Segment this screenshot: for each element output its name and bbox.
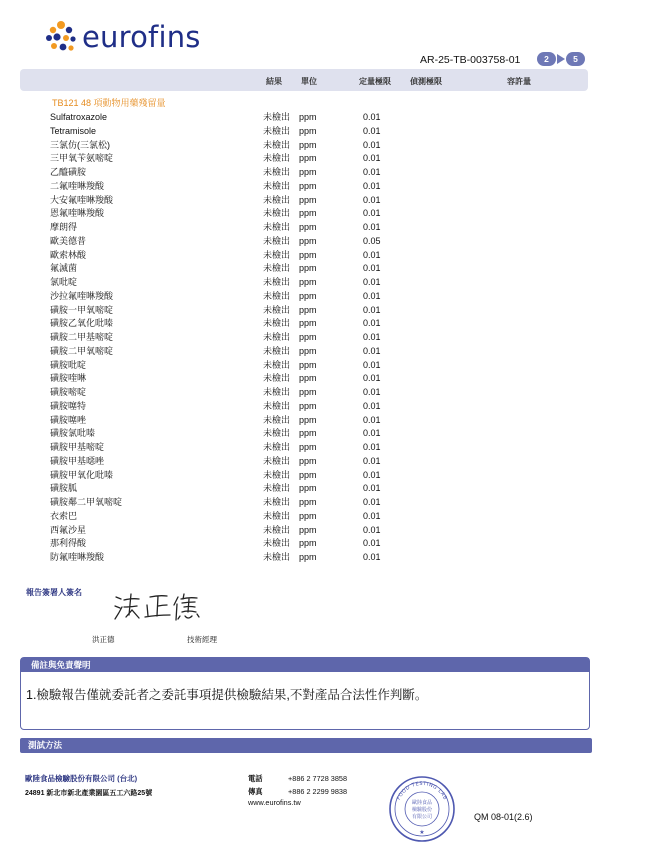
loq-value: 0.01 [363, 290, 381, 301]
analyte-name: 磺胺甲氧化吡嗪 [50, 469, 114, 480]
loq-value: 0.01 [363, 387, 381, 397]
loq-value: 0.01 [363, 483, 381, 494]
result-value: 未檢出 [263, 497, 291, 507]
unit-value: ppm [299, 304, 317, 315]
result-value: 未檢出 [263, 469, 291, 480]
disclaimer-box [20, 657, 590, 730]
result-value: 未檢出 [263, 400, 291, 411]
unit-value: ppm [299, 552, 317, 562]
result-value: 未檢出 [263, 442, 291, 452]
unit-value: ppm [299, 510, 317, 521]
analyte-name: 磺胺噻唑 [50, 414, 87, 425]
result-value: 未檢出 [263, 387, 291, 397]
result-value: 未檢出 [263, 153, 291, 164]
unit-value: ppm [299, 167, 317, 177]
unit-value: ppm [299, 483, 317, 494]
loq-value: 0.01 [363, 332, 381, 342]
analyte-name: 磺胺一甲氧嘧啶 [50, 304, 114, 315]
loq-value: 0.01 [363, 112, 381, 122]
analyte-name: 大安氟喹啉羧酸 [50, 194, 114, 205]
table-row [50, 510, 450, 524]
unit-value: ppm [299, 400, 317, 411]
loq-value: 0.01 [363, 222, 381, 232]
table-row [50, 194, 450, 208]
table-row [50, 180, 450, 194]
col-loq: 定量極限 [359, 77, 391, 86]
analyte-name: 三氯仿(三氯松) [50, 139, 110, 150]
unit-value: ppm [299, 139, 317, 150]
unit-value: ppm [299, 414, 317, 425]
svg-text:有限公司: 有限公司 [411, 814, 433, 820]
analyte-name: 氯吡啶 [50, 277, 78, 287]
table-row [50, 469, 450, 483]
table-row [50, 482, 450, 496]
result-value: 未檢出 [263, 524, 291, 535]
result-value: 未檢出 [263, 208, 291, 219]
svg-text:FOOD TESTING LAB: FOOD TESTING LAB [395, 780, 449, 802]
table-row [50, 345, 450, 359]
table-row [50, 372, 450, 386]
unit-value: ppm [299, 180, 317, 191]
loq-value: 0.01 [363, 345, 381, 356]
result-value: 未檢出 [263, 538, 291, 549]
result-value: 未檢出 [263, 359, 291, 370]
analyte-name: 二氟喹啉羧酸 [50, 180, 105, 191]
loq-value: 0.01 [363, 373, 381, 384]
col-unit: 單位 [301, 77, 317, 86]
loq-value: 0.01 [363, 469, 381, 480]
contact-info [248, 773, 347, 798]
analyte-name: 衣索巴 [50, 510, 78, 521]
fax-number: +886 2 2299 9838 [288, 786, 348, 796]
website-link[interactable]: www.eurofins.tw [248, 798, 301, 807]
result-value: 未檢出 [263, 552, 291, 562]
analyte-name: 摩朗得 [50, 222, 78, 232]
result-value: 未檢出 [263, 414, 291, 425]
table-row [50, 359, 450, 373]
unit-value: ppm [299, 263, 317, 274]
result-value: 未檢出 [263, 290, 291, 301]
table-row [50, 441, 450, 455]
loq-value: 0.01 [363, 277, 381, 287]
unit-value: ppm [299, 428, 317, 439]
table-row [50, 152, 450, 166]
analyte-name: 乙醯磺胺 [50, 167, 87, 177]
unit-value: ppm [299, 442, 317, 452]
current-page: 2 [537, 52, 556, 66]
fax-label: 傳真 [248, 786, 263, 796]
test-method-heading: 測試方法 [20, 738, 592, 753]
loq-value: 0.01 [363, 552, 381, 562]
table-row [50, 166, 450, 180]
analyte-name: 歐美德普 [50, 235, 87, 246]
loq-value: 0.01 [363, 304, 381, 315]
result-value: 未檢出 [263, 139, 291, 150]
table-row [50, 400, 450, 414]
result-value: 未檢出 [263, 249, 291, 260]
table-row [50, 139, 450, 153]
analyte-name: 磺胺二甲氧嘧啶 [50, 345, 114, 356]
analyte-name: 磺胺甲基噁唑 [50, 455, 105, 466]
result-value: 未檢出 [263, 373, 291, 384]
table-row [50, 111, 450, 125]
column-header-bar [20, 69, 588, 91]
results-table [50, 111, 450, 565]
analyte-name: 沙拉氟喹啉羧酸 [50, 290, 114, 301]
analyte-name: 磺胺鄰二甲氧嘧啶 [50, 497, 123, 507]
unit-value: ppm [299, 290, 317, 301]
table-row [50, 414, 450, 428]
unit-value: ppm [299, 373, 317, 384]
analyte-name: 西氟沙星 [50, 524, 87, 535]
analyte-name: 氟滅菌 [50, 263, 78, 274]
unit-value: ppm [299, 455, 317, 466]
loq-value: 0.01 [363, 455, 381, 466]
unit-value: ppm [299, 277, 317, 287]
table-row [50, 304, 450, 318]
unit-value: ppm [299, 469, 317, 480]
unit-value: ppm [299, 524, 317, 535]
result-value: 未檢出 [263, 112, 291, 122]
result-value: 未檢出 [263, 194, 291, 205]
logo-text: eurofins [82, 20, 201, 54]
loq-value: 0.01 [363, 180, 381, 191]
unit-value: ppm [299, 345, 317, 356]
table-row [50, 386, 450, 400]
phone-number: +886 2 7728 3858 [288, 774, 348, 783]
unit-value: ppm [299, 387, 317, 397]
result-value: 未檢出 [263, 304, 291, 315]
company-seal-stamp [388, 775, 456, 848]
result-value: 未檢出 [263, 483, 291, 494]
svg-text:歐陸食品: 歐陸食品 [411, 800, 433, 806]
loq-value: 0.01 [363, 318, 381, 329]
loq-value: 0.01 [363, 208, 381, 219]
table-row [50, 537, 450, 551]
analyte-name: 那利得酸 [50, 538, 87, 549]
table-row [50, 207, 450, 221]
phone-label: 電話 [248, 774, 263, 783]
analyte-name: 磺胺胍 [50, 483, 78, 494]
signer-name: 洪正德 [92, 635, 115, 644]
loq-value: 0.01 [363, 167, 381, 177]
section-title: TB121 48 項動物用藥殘留量 [52, 98, 166, 108]
loq-value: 0.01 [363, 400, 381, 411]
eurofins-dots-icon [44, 20, 78, 54]
loq-value: 0.01 [363, 428, 381, 439]
loq-value: 0.05 [363, 235, 381, 246]
result-value: 未檢出 [263, 263, 291, 274]
loq-value: 0.01 [363, 510, 381, 521]
result-value: 未檢出 [263, 222, 291, 232]
analyte-name: 歐索林酸 [50, 249, 87, 260]
analyte-name: 磺胺吡啶 [50, 359, 87, 370]
loq-value: 0.01 [363, 263, 381, 274]
loq-value: 0.01 [363, 249, 381, 260]
result-value: 未檢出 [263, 345, 291, 356]
loq-value: 0.01 [363, 442, 381, 452]
signature-label: 報告簽署人簽名 [26, 588, 82, 597]
total-pages: 5 [566, 52, 585, 66]
disclaimer-text: 1.檢驗報告僅就委託者之委託事項提供檢驗結果,不對產品合法性作判斷。 [26, 688, 428, 702]
pager-arrow-icon [557, 54, 565, 64]
loq-value: 0.01 [363, 125, 381, 136]
analyte-name: 磺胺甲基嘧啶 [50, 442, 105, 452]
result-value: 未檢出 [263, 277, 291, 287]
analyte-name: 磺胺二甲基嘧啶 [50, 332, 114, 342]
analyte-name: 磺胺嘧啶 [50, 387, 87, 397]
table-row [50, 290, 450, 304]
table-row [50, 427, 450, 441]
loq-value: 0.01 [363, 524, 381, 535]
unit-value: ppm [299, 153, 317, 164]
table-row [50, 221, 450, 235]
eurofins-logo [44, 20, 201, 54]
unit-value: ppm [299, 194, 317, 205]
svg-text:檢驗股份: 檢驗股份 [411, 807, 433, 813]
disclaimer-heading: 備註與免責聲明 [21, 658, 589, 672]
table-row [50, 276, 450, 290]
analyte-name: 三甲氧苄氨嘧啶 [50, 153, 114, 164]
company-address: 24891 新北市新北產業園區五工六路25號 [25, 790, 153, 797]
loq-value: 0.01 [363, 153, 381, 164]
handwritten-signature [112, 585, 222, 628]
result-value: 未檢出 [263, 428, 291, 439]
unit-value: ppm [299, 208, 317, 219]
table-row [50, 551, 450, 565]
analyte-name: 磺胺噻特 [50, 400, 87, 411]
table-row [50, 496, 450, 510]
unit-value: ppm [299, 318, 317, 329]
loq-value: 0.01 [363, 139, 381, 150]
unit-value: ppm [299, 222, 317, 232]
result-value: 未檢出 [263, 125, 291, 136]
table-row [50, 262, 450, 276]
result-value: 未檢出 [263, 455, 291, 466]
report-number: AR-25-TB-003758-01 [420, 54, 521, 66]
table-row [50, 125, 450, 139]
analyte-name: Tetramisole [50, 125, 97, 136]
unit-value: ppm [299, 112, 317, 122]
result-value: 未檢出 [263, 332, 291, 342]
analyte-name: 恩氟喹啉羧酸 [50, 208, 105, 219]
unit-value: ppm [299, 249, 317, 260]
unit-value: ppm [299, 497, 317, 507]
table-row [50, 331, 450, 345]
result-value: 未檢出 [263, 180, 291, 191]
loq-value: 0.01 [363, 538, 381, 549]
loq-value: 0.01 [363, 497, 381, 507]
analyte-name: 磺胺氯吡嗪 [50, 428, 96, 439]
table-row [50, 455, 450, 469]
company-name: 歐陸食品檢驗股份有限公司 (台北) [25, 774, 138, 783]
table-row [50, 317, 450, 331]
result-value: 未檢出 [263, 167, 291, 177]
unit-value: ppm [299, 125, 317, 136]
analyte-name: Sulfatroxazole [50, 112, 108, 122]
unit-value: ppm [299, 235, 317, 246]
analyte-name: 防氟喹啉羧酸 [50, 552, 105, 562]
result-value: 未檢出 [263, 235, 291, 246]
unit-value: ppm [299, 332, 317, 342]
col-lod: 偵測極限 [410, 77, 442, 86]
form-number: QM 08-01(2.6) [474, 812, 533, 822]
page-indicator [537, 52, 585, 66]
table-row [50, 249, 450, 263]
col-limit: 容許量 [507, 77, 531, 86]
analyte-name: 磺胺乙氧化吡嗪 [50, 318, 114, 329]
loq-value: 0.01 [363, 359, 381, 370]
col-result: 結果 [266, 77, 282, 86]
svg-text:★: ★ [419, 830, 425, 836]
table-row [50, 524, 450, 538]
unit-value: ppm [299, 359, 317, 370]
table-row [50, 235, 450, 249]
analyte-name: 磺胺喹啉 [50, 373, 87, 384]
loq-value: 0.01 [363, 414, 381, 425]
signer-title: 技術經理 [187, 635, 217, 644]
unit-value: ppm [299, 538, 317, 549]
result-value: 未檢出 [263, 318, 291, 329]
result-value: 未檢出 [263, 510, 291, 521]
loq-value: 0.01 [363, 194, 381, 205]
